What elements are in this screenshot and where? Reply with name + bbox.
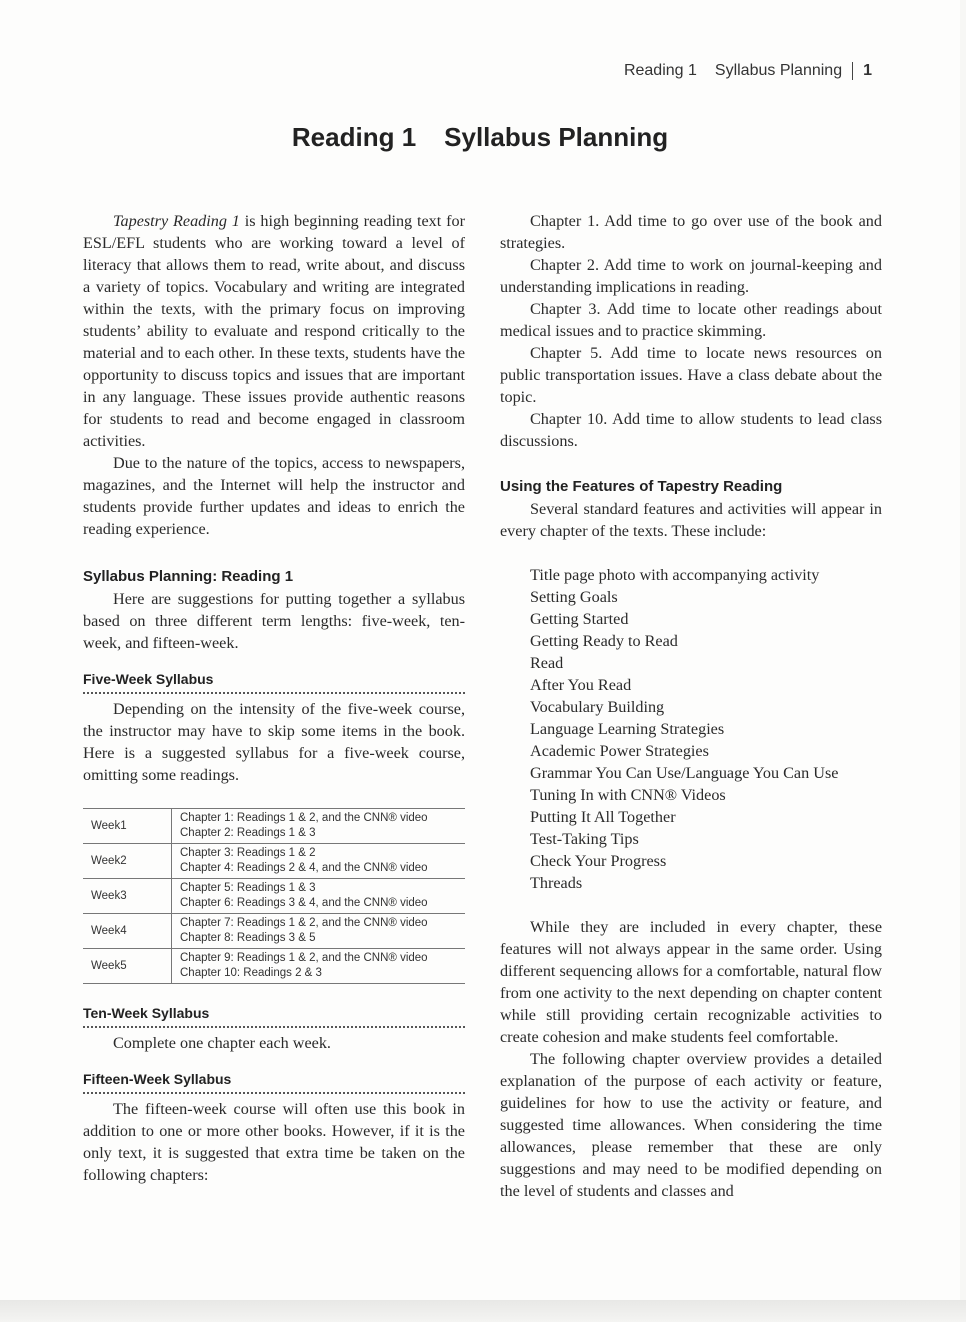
chapter-line: Chapter 2: Readings 1 & 3 [180, 827, 316, 839]
ten-week-heading: Ten-Week Syllabus [83, 1002, 465, 1028]
list-item: Getting Ready to Read [530, 632, 678, 650]
list-item: After You Read [530, 676, 632, 694]
chapter-line: Chapter 6: Readings 3 & 4, and the CNN® video [180, 897, 428, 909]
right-column [500, 210, 882, 1202]
five-week-heading: Five-Week Syllabus [83, 668, 465, 694]
chapters-cell [172, 949, 466, 984]
list-item: Putting It All Together [530, 808, 676, 826]
chapter-note: Chapter 3. Add time to locate other readings about medical issues and to practice skimming. [500, 300, 882, 340]
title-syllabus: Syllabus Planning [444, 122, 669, 152]
left-column [83, 210, 465, 1186]
chapters-cell [172, 844, 466, 879]
topics-paragraph: Due to the nature of the topics, access to newspapers, magazines, and the Internet will help the instructor and students provide further updates and ideas to enrich the reading experience. [83, 454, 465, 538]
list-item: Grammar You Can Use/Language You Can Use [530, 764, 839, 782]
overview-paragraph: The following chapter overview provides a detailed explanation of the purpose of each activity or feature, guidelines for how to use the activity or feature, and suggested time allowances. When considering the time allowances, please remember that these are only suggestions and may need to be modified depending on the level of students and classes and [500, 1050, 882, 1200]
table-row [83, 949, 465, 984]
chapter-line: Chapter 8: Readings 3 & 5 [180, 932, 316, 944]
features-list [500, 564, 882, 894]
header-chapter: Reading 1 [623, 62, 697, 79]
header-divider [852, 62, 853, 80]
fifteen-week-paragraph: The fifteen-week course will often use this book in addition to one or more other books. However, if it is the only text, it is suggested that extra time be taken on the following chapters: [83, 1100, 465, 1184]
chapters-cell [172, 809, 466, 844]
table-row [83, 809, 465, 844]
chapter-line: Chapter 5: Readings 1 & 3 [180, 882, 316, 894]
list-item: Threads [530, 874, 583, 892]
week-cell: Week1 [83, 809, 172, 844]
chapter-line: Chapter 4: Readings 2 & 4, and the CNN® video [180, 862, 428, 874]
intro-text: is high beginning reading text for ESL/EFL students who are working toward a level of literacy that allows them to read, write about, and discuss a variety of topics. Vocabulary and writing are integrated within the texts, with the primary focus on improving students’ ability to evaluate and respond critically to the material and to each other. In these texts, students have the opportunity to discuss topics and issues that are important in any language. These issues provide authentic reasons for students to read and become engaged in classroom activities. [83, 212, 465, 450]
week-cell: Week3 [83, 879, 172, 914]
list-item: Title page photo with accompanying activity [530, 566, 820, 584]
chapters-cell [172, 914, 466, 949]
running-header [624, 62, 872, 80]
list-item: Setting Goals [530, 588, 618, 606]
list-item: Language Learning Strategies [530, 720, 725, 738]
intro-paragraph [83, 210, 465, 452]
week-cell: Week2 [83, 844, 172, 879]
list-item: Test-Taking Tips [530, 830, 639, 848]
five-week-table [83, 808, 465, 984]
list-item: Check Your Progress [530, 852, 667, 870]
list-item: Vocabulary Building [530, 698, 665, 716]
week-cell: Week5 [83, 949, 172, 984]
chapter-line: Chapter 7: Readings 1 & 2, and the CNN® video [180, 917, 428, 929]
chapters-cell [172, 879, 466, 914]
chapter-note: Chapter 2. Add time to work on journal-keeping and understanding implications in reading. [500, 256, 882, 296]
week-cell: Week4 [83, 914, 172, 949]
order-paragraph: While they are included in every chapter, these features will not always appear in the same order. Using different sequencing allows for a comfortable, natural flow from one activity to the next depending on chapter content while still providing certain recognizable activities to create cohesion and make students feel comfortable. [500, 918, 882, 1046]
fifteen-week-heading: Fifteen-Week Syllabus [83, 1068, 465, 1094]
chapter-line: Chapter 10: Readings 2 & 3 [180, 967, 322, 979]
list-item: Getting Started [530, 610, 629, 628]
chapter-line: Chapter 9: Readings 1 & 2, and the CNN® video [180, 952, 428, 964]
table-row [83, 879, 465, 914]
five-week-paragraph: Depending on the intensity of the five-week course, the instructor may have to skip some items in the book. Here is a suggested syllabus for a five-week course, omitting some readings. [83, 700, 465, 784]
page-edge [0, 1300, 966, 1322]
chapter-note: Chapter 1. Add time to go over use of the book and strategies. [500, 212, 882, 252]
table-row [83, 844, 465, 879]
page-title [0, 122, 960, 153]
list-item: Tuning In with CNN® Videos [530, 786, 726, 804]
chapter-note: Chapter 5. Add time to locate news resources on public transportation issues. Have a class debate about the topic. [500, 344, 882, 406]
title-reading: Reading 1 [291, 122, 417, 152]
chapter-note: Chapter 10. Add time to allow students to lead class discussions. [500, 410, 882, 450]
header-section: Syllabus Planning [714, 62, 843, 79]
chapter-line: Chapter 3: Readings 1 & 2 [180, 847, 316, 859]
list-item: Academic Power Strategies [530, 742, 709, 760]
table-row [83, 914, 465, 949]
list-item: Read [530, 654, 564, 672]
page-number: 1 [863, 62, 872, 79]
features-paragraph: Several standard features and activities will appear in every chapter of the texts. These include: [500, 500, 882, 540]
syllabus-paragraph: Here are suggestions for putting together a syllabus based on three different term lengths: five-week, ten-week, and fifteen-week. [83, 590, 465, 652]
features-heading: Using the Features of Tapestry Reading [500, 478, 783, 495]
book-title: Tapestry Reading 1 [113, 212, 240, 230]
chapter-line: Chapter 1: Readings 1 & 2, and the CNN® video [180, 812, 428, 824]
syllabus-planning-heading: Syllabus Planning: Reading 1 [83, 568, 294, 585]
ten-week-paragraph: Complete one chapter each week. [113, 1034, 331, 1052]
